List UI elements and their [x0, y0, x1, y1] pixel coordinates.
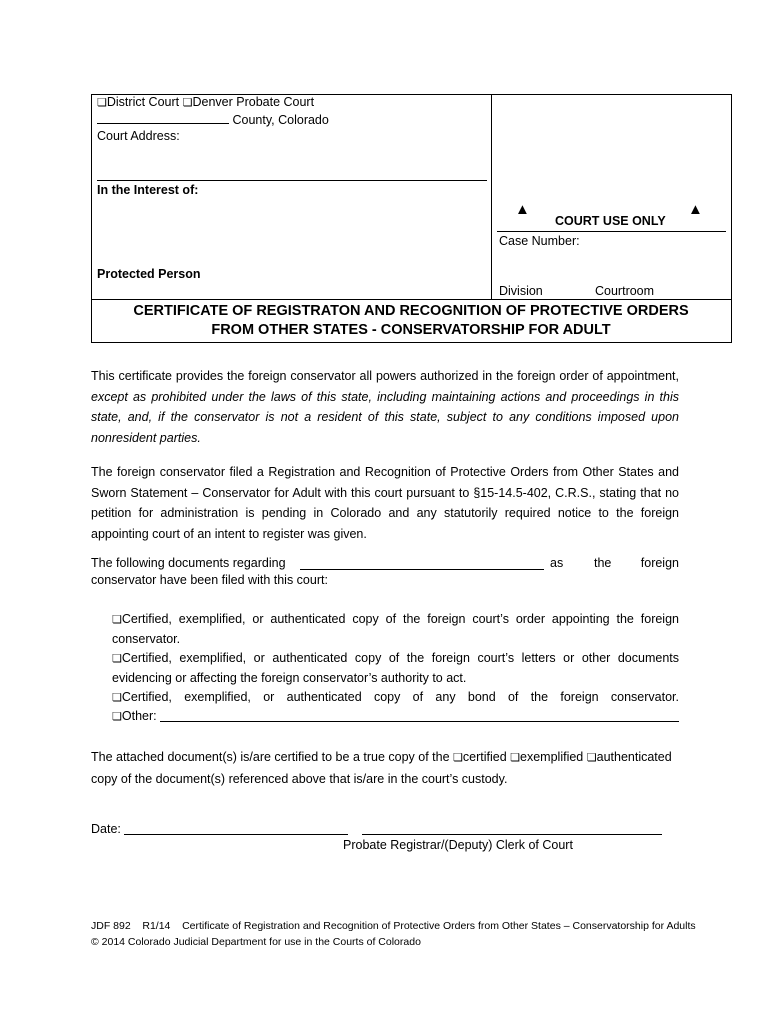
caption-vertical-divider [491, 94, 492, 299]
court-use-only-label: COURT USE ONLY [555, 214, 666, 228]
paragraph-filing: The foreign conservator filed a Registration and Recognition of Protective Orders from Other States and Sworn Statement – Conservator for Adult with this court pursuant to §15-14.5-402, C.R.S., stating that no petition for administration is pending in Colorado and any statutorily required notice to the foreign appointing court of an intent to register was given. [91, 465, 679, 541]
footer-copyright: © 2014 Colorado Judicial Department for use in the Courts of Colorado [91, 936, 421, 948]
denver-probate-label: Denver Probate Court [192, 95, 315, 109]
footer-line-1 [91, 918, 696, 934]
paragraph-powers [91, 366, 679, 448]
attached-tail: copy of the document(s) referenced above that is/are in the court’s custody. [91, 771, 508, 786]
form-title [91, 302, 731, 340]
conservator-filed-label: conservator have been filed with this court: [91, 573, 328, 587]
signature-label: Probate Registrar/(Deputy) Clerk of Court [343, 838, 573, 852]
form-revision: R1/14 [142, 920, 171, 932]
protected-person-label: Protected Person [97, 267, 201, 281]
exemplified-checkbox[interactable] [510, 750, 520, 764]
district-court-checkbox[interactable] [97, 95, 107, 109]
footer-form-title: Certificate of Registration and Recognition of Protective Orders from Other States – Conservatorship for Adults [182, 920, 696, 932]
authenticated-checkbox[interactable] [587, 750, 597, 764]
letters-copy-checkbox[interactable] [112, 651, 122, 665]
list-item-other [112, 707, 679, 727]
county-blank[interactable] [97, 111, 229, 124]
county-suffix: County, Colorado [232, 113, 329, 127]
bond-copy-text: Certified, exemplified, or authenticated copy of any bond of the foreign conservator. [121, 690, 679, 704]
the-label: the [594, 556, 612, 570]
list-item-bond [112, 688, 679, 708]
court-use-divider [497, 231, 726, 232]
court-selection [97, 94, 314, 112]
title-line-1: CERTIFICATE OF REGISTRATON AND RECOGNITION OF PROTECTIVE ORDERS [133, 303, 689, 319]
date-label: Date: [91, 822, 121, 836]
certified-label: certified [462, 750, 507, 764]
case-number-label: Case Number: [499, 234, 580, 248]
title-line-2: FROM OTHER STATES - CONSERVATORSHIP FOR ADULT [211, 322, 611, 338]
letters-copy-text: Certified, exemplified, or authenticated copy of the foreign court’s letters or other documents evidencing or affecting the foreign conservator’s authority to act. [112, 651, 679, 685]
regarding-blank[interactable] [300, 557, 544, 570]
interest-divider [97, 180, 487, 181]
attached-lead: The attached document(s) is/are certified to be a true copy of the [91, 750, 450, 764]
division-label: Division [499, 284, 543, 298]
triangle-left-icon: ▲ [515, 201, 530, 218]
powers-exception: except as prohibited under the laws of this state, including maintaining actions and proceedings in this state, and, if the conservator is not a resident of this state, subject to any conditions imposed upon nonresident parties. [91, 389, 679, 445]
list-item-letters [112, 649, 679, 688]
list-item-order [112, 610, 679, 649]
certified-checkbox[interactable] [453, 750, 463, 764]
title-top-divider [91, 299, 731, 300]
as-label: as [550, 556, 564, 570]
powers-lead: This certificate provides the foreign conservator all powers authorized in the foreign order of appointment, [91, 369, 679, 383]
paragraph-attached [91, 747, 679, 789]
exemplified-label: exemplified [520, 750, 584, 764]
courtroom-label: Courtroom [595, 284, 655, 298]
county-row [97, 111, 329, 129]
bond-copy-checkbox[interactable] [112, 690, 122, 704]
other-checkbox[interactable] [112, 709, 122, 723]
other-blank[interactable] [160, 709, 679, 722]
court-address-label: Court Address: [97, 129, 180, 143]
signature-blank[interactable] [362, 822, 662, 835]
other-label: Other: [121, 709, 157, 723]
foreign-label: foreign [640, 556, 679, 570]
triangle-right-icon: ▲ [688, 201, 703, 218]
form-id: JDF 892 [91, 920, 131, 932]
interest-label: In the Interest of: [97, 183, 199, 197]
documents-regarding-label: The following documents regarding [91, 556, 286, 570]
date-blank[interactable] [124, 822, 348, 835]
authenticated-label: authenticated [596, 750, 672, 764]
order-copy-checkbox[interactable] [112, 612, 122, 626]
denver-probate-checkbox[interactable] [183, 95, 193, 109]
district-court-label: District Court [106, 95, 180, 109]
order-copy-text: Certified, exemplified, or authenticated copy of the foreign court’s order appointing the foreign conservator. [112, 612, 679, 646]
